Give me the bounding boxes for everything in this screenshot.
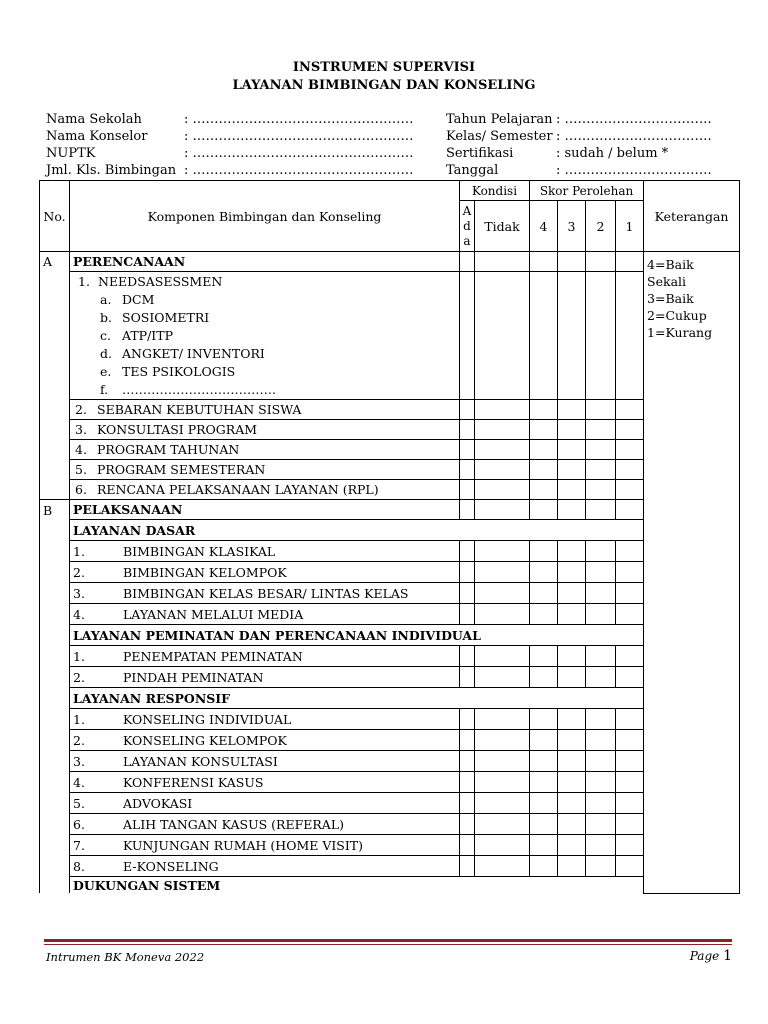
info-label-nama-sekolah: Nama Sekolah <box>46 112 142 127</box>
item-text: RENCANA PELAKSANAAN LAYANAN (RPL) <box>97 482 379 497</box>
info-value-nama-sekolah[interactable]: : …………………………………………… <box>184 112 414 127</box>
subsection-title: LAYANAN RESPONSIF <box>70 688 644 709</box>
header-skor-perolehan: Skor Perolehan <box>530 181 644 201</box>
score-4-cell[interactable] <box>530 814 558 835</box>
score-1-cell[interactable] <box>616 667 644 688</box>
score-1-cell[interactable] <box>616 440 644 460</box>
score-4-cell[interactable] <box>530 583 558 604</box>
score-3-cell[interactable] <box>558 667 586 688</box>
score-4-cell[interactable] <box>530 562 558 583</box>
item-cell <box>70 562 460 583</box>
document-title-line1: INSTRUMEN SUPERVISI <box>292 60 476 75</box>
check-ada-cell[interactable] <box>460 460 475 480</box>
score-4-cell[interactable] <box>530 856 558 877</box>
item-number: 4. <box>73 774 85 790</box>
score-1-cell[interactable] <box>616 709 644 730</box>
check-tidak-cell[interactable] <box>475 730 530 751</box>
info-right-block <box>446 112 736 178</box>
section-letter: A <box>40 252 70 500</box>
score-3-cell[interactable] <box>558 252 586 272</box>
item-text: ALIH TANGAN KASUS (REFERAL) <box>123 816 345 832</box>
item-cell <box>70 856 460 877</box>
sub-item-letter: a. <box>100 292 112 307</box>
item-number: 7. <box>73 837 85 853</box>
header-score-1: 1 <box>616 201 644 252</box>
item-text: PENEMPATAN PEMINATAN <box>123 648 303 664</box>
item-text: ADVOKASI <box>123 795 193 811</box>
table-row <box>40 460 740 480</box>
check-ada-cell[interactable] <box>460 709 475 730</box>
sub-item-text: DCM <box>122 292 155 307</box>
info-value-sertifikasi[interactable]: : sudah / belum * <box>556 146 669 161</box>
score-4-cell[interactable] <box>530 272 558 400</box>
score-3-cell[interactable] <box>558 856 586 877</box>
header-ada: A d a <box>460 201 475 252</box>
score-1-cell[interactable] <box>616 460 644 480</box>
score-2-cell[interactable] <box>586 793 616 814</box>
score-3-cell[interactable] <box>558 709 586 730</box>
check-tidak-cell[interactable] <box>475 583 530 604</box>
score-3-cell[interactable] <box>558 835 586 856</box>
sub-item <box>78 327 456 345</box>
header-komponen: Komponen Bimbingan dan Konseling <box>70 181 460 252</box>
check-ada-cell[interactable] <box>460 562 475 583</box>
sub-item <box>78 291 456 309</box>
check-tidak-cell[interactable] <box>475 541 530 562</box>
score-3-cell[interactable] <box>558 562 586 583</box>
header-keterangan: Keterangan <box>644 181 740 252</box>
check-tidak-cell[interactable] <box>475 400 530 420</box>
score-2-cell[interactable] <box>586 562 616 583</box>
info-label-kelas-semester: Kelas/ Semester <box>446 129 553 144</box>
section-row <box>40 252 740 272</box>
item-text: PROGRAM TAHUNAN <box>97 442 240 457</box>
footer-page-value: 1 <box>723 948 732 964</box>
check-tidak-cell[interactable] <box>475 480 530 500</box>
score-2-cell[interactable] <box>586 272 616 400</box>
score-3-cell[interactable] <box>558 480 586 500</box>
subsection-row <box>40 520 740 541</box>
item-number: 1. <box>73 648 85 664</box>
keterangan-note: 4=Baik Sekali <box>647 257 694 289</box>
score-3-cell[interactable] <box>558 772 586 793</box>
score-4-cell[interactable] <box>530 667 558 688</box>
table-row <box>40 835 740 856</box>
sub-item <box>78 381 456 399</box>
keterangan-note: 1=Kurang <box>647 325 713 340</box>
item-number: 1. <box>78 274 90 289</box>
table-row <box>40 562 740 583</box>
item-text: SEBARAN KEBUTUHAN SISWA <box>97 402 302 417</box>
table-row <box>40 400 740 420</box>
item-text: LAYANAN MELALUI MEDIA <box>123 606 304 622</box>
score-1-cell[interactable] <box>616 604 644 625</box>
info-label-nuptk: NUPTK <box>46 146 96 161</box>
table-row <box>40 604 740 625</box>
info-value-jml-kls[interactable]: : …………………………………………… <box>184 163 414 178</box>
check-tidak-cell[interactable] <box>475 793 530 814</box>
score-2-cell[interactable] <box>586 500 616 520</box>
score-2-cell[interactable] <box>586 541 616 562</box>
score-2-cell[interactable] <box>586 604 616 625</box>
item-number: 3. <box>73 753 85 769</box>
subsection-title: LAYANAN PEMINATAN DAN PERENCANAAN INDIVIDUAL <box>70 625 644 646</box>
item-cell <box>70 793 460 814</box>
footer-rule-thin <box>44 944 732 945</box>
section-row <box>40 877 740 894</box>
section-row <box>40 500 740 520</box>
check-ada-cell[interactable] <box>460 856 475 877</box>
score-3-cell[interactable] <box>558 500 586 520</box>
score-1-cell[interactable] <box>616 751 644 772</box>
check-tidak-cell[interactable] <box>475 440 530 460</box>
score-2-cell[interactable] <box>586 460 616 480</box>
subsection-title: DUKUNGAN SISTEM <box>70 877 644 894</box>
check-tidak-cell[interactable] <box>475 751 530 772</box>
score-4-cell[interactable] <box>530 480 558 500</box>
check-tidak-cell[interactable] <box>475 500 530 520</box>
score-2-cell[interactable] <box>586 252 616 272</box>
section-title: PELAKSANAAN <box>70 500 460 520</box>
table-row <box>40 730 740 751</box>
item-text: KONSELING KELOMPOK <box>123 732 287 748</box>
score-4-cell[interactable] <box>530 460 558 480</box>
info-value-nama-konselor[interactable]: : …………………………………………… <box>184 129 414 144</box>
score-4-cell[interactable] <box>530 751 558 772</box>
item-number: 1. <box>73 711 85 727</box>
footer-rule-thick <box>44 939 732 942</box>
score-3-cell[interactable] <box>558 604 586 625</box>
supervision-table <box>39 180 740 894</box>
sub-item-letter: f. <box>100 382 109 397</box>
item-text: KONFERENSI KASUS <box>123 774 264 790</box>
score-3-cell[interactable] <box>558 814 586 835</box>
score-1-cell[interactable] <box>616 793 644 814</box>
item-number: 2. <box>73 564 85 580</box>
score-1-cell[interactable] <box>616 583 644 604</box>
score-2-cell[interactable] <box>586 583 616 604</box>
sub-item-letter: e. <box>100 364 112 379</box>
sub-item-text: ………………………………. <box>122 382 276 397</box>
score-3-cell[interactable] <box>558 751 586 772</box>
item-number: 6. <box>75 482 87 497</box>
item-number: 5. <box>75 462 87 477</box>
check-ada-cell[interactable] <box>460 272 475 400</box>
check-ada-cell[interactable] <box>460 604 475 625</box>
item-cell <box>70 646 460 667</box>
sub-item <box>78 345 456 363</box>
sub-item-letter: c. <box>100 328 111 343</box>
info-label-sertifikasi: Sertifikasi <box>446 146 514 161</box>
score-4-cell[interactable] <box>530 604 558 625</box>
info-value-tanggal[interactable]: : ……………………………. <box>556 163 712 178</box>
item-cell <box>70 460 460 480</box>
subsection-title: LAYANAN DASAR <box>70 520 644 541</box>
info-value-tahun-pelajaran[interactable]: : ……………………………. <box>556 112 712 127</box>
score-2-cell[interactable] <box>586 400 616 420</box>
check-ada-cell[interactable] <box>460 751 475 772</box>
check-tidak-cell[interactable] <box>475 252 530 272</box>
score-2-cell[interactable] <box>586 646 616 667</box>
score-1-cell[interactable] <box>616 500 644 520</box>
check-tidak-cell[interactable] <box>475 562 530 583</box>
info-value-kelas-semester[interactable]: : ……………………………. <box>556 129 712 144</box>
score-4-cell[interactable] <box>530 709 558 730</box>
check-ada-cell[interactable] <box>460 400 475 420</box>
sub-item-text: ANGKET/ INVENTORI <box>122 346 265 361</box>
keterangan-note: 2=Cukup <box>647 308 707 323</box>
needs-assessment-cell <box>70 272 460 400</box>
table-row <box>40 751 740 772</box>
info-value-nuptk[interactable]: : …………………………………………… <box>184 146 414 161</box>
item-text: KUNJUNGAN RUMAH (HOME VISIT) <box>123 837 364 853</box>
check-tidak-cell[interactable] <box>475 646 530 667</box>
footer-page-number <box>690 948 732 964</box>
item-cell <box>70 604 460 625</box>
check-ada-cell[interactable] <box>460 646 475 667</box>
score-4-cell[interactable] <box>530 793 558 814</box>
score-2-cell[interactable] <box>586 480 616 500</box>
header-score-4: 4 <box>530 201 558 252</box>
item-cell <box>70 440 460 460</box>
item-cell <box>70 814 460 835</box>
item-number: 3. <box>73 585 85 601</box>
score-4-cell[interactable] <box>530 252 558 272</box>
item-text: BIMBINGAN KLASIKAL <box>123 543 276 559</box>
sub-item <box>78 309 456 327</box>
score-3-cell[interactable] <box>558 460 586 480</box>
check-tidak-cell[interactable] <box>475 667 530 688</box>
score-4-cell[interactable] <box>530 541 558 562</box>
score-3-cell[interactable] <box>558 541 586 562</box>
item-text: PROGRAM SEMESTERAN <box>97 462 266 477</box>
score-2-cell[interactable] <box>586 440 616 460</box>
subsection-row <box>40 625 740 646</box>
table-row <box>40 420 740 440</box>
table-row <box>40 793 740 814</box>
check-ada-cell[interactable] <box>460 252 475 272</box>
score-4-cell[interactable] <box>530 730 558 751</box>
table-row <box>40 480 740 500</box>
score-1-cell[interactable] <box>616 835 644 856</box>
score-1-cell[interactable] <box>616 730 644 751</box>
table-row <box>40 709 740 730</box>
header-tidak: Tidak <box>475 201 530 252</box>
item-number: 2. <box>73 669 85 685</box>
score-2-cell[interactable] <box>586 772 616 793</box>
item-cell <box>70 751 460 772</box>
check-tidak-cell[interactable] <box>475 772 530 793</box>
info-label-jml-kls: Jml. Kls. Bimbingan <box>46 163 177 178</box>
score-3-cell[interactable] <box>558 440 586 460</box>
item-text: KONSELING INDIVIDUAL <box>123 711 292 727</box>
score-4-cell[interactable] <box>530 400 558 420</box>
table-row <box>40 772 740 793</box>
check-ada-cell[interactable] <box>460 814 475 835</box>
item-number: 2. <box>73 732 85 748</box>
item-number: 4. <box>73 606 85 622</box>
score-1-cell[interactable] <box>616 272 644 400</box>
check-tidak-cell[interactable] <box>475 604 530 625</box>
footer-document-name: Intrumen BK Moneva 2022 <box>46 950 205 964</box>
score-4-cell[interactable] <box>530 440 558 460</box>
score-1-cell[interactable] <box>616 646 644 667</box>
check-ada-cell[interactable] <box>460 667 475 688</box>
score-2-cell[interactable] <box>586 667 616 688</box>
keterangan-cell[interactable] <box>644 252 740 894</box>
sub-item-text: ATP/ITP <box>122 328 173 343</box>
item-cell <box>70 583 460 604</box>
score-1-cell[interactable] <box>616 480 644 500</box>
score-1-cell[interactable] <box>616 856 644 877</box>
item-number: 6. <box>73 816 85 832</box>
score-1-cell[interactable] <box>616 772 644 793</box>
sub-item-text: SOSIOMETRI <box>122 310 210 325</box>
item-number: 5. <box>73 795 85 811</box>
check-tidak-cell[interactable] <box>475 272 530 400</box>
check-ada-cell[interactable] <box>460 793 475 814</box>
footer-page-label: Page <box>689 949 720 963</box>
check-tidak-cell[interactable] <box>475 460 530 480</box>
table-row <box>40 856 740 877</box>
sub-item-letter: d. <box>100 346 112 361</box>
item-cell <box>70 420 460 440</box>
score-2-cell[interactable] <box>586 856 616 877</box>
table-row <box>40 646 740 667</box>
item-text: KONSULTASI PROGRAM <box>97 422 258 437</box>
item-cell <box>70 835 460 856</box>
score-4-cell[interactable] <box>530 835 558 856</box>
header-score-3: 3 <box>558 201 586 252</box>
item-number: 8. <box>73 858 85 874</box>
table-row <box>40 541 740 562</box>
score-4-cell[interactable] <box>530 772 558 793</box>
header-kondisi: Kondisi <box>460 181 530 201</box>
section-letter: B <box>40 500 70 894</box>
item-cell <box>70 400 460 420</box>
document-title-line2: LAYANAN BIMBINGAN DAN KONSELING <box>232 78 536 93</box>
table-row <box>40 583 740 604</box>
score-3-cell[interactable] <box>558 583 586 604</box>
check-tidak-cell[interactable] <box>475 856 530 877</box>
item-cell <box>70 667 460 688</box>
table-row <box>40 814 740 835</box>
item-text: NEEDSASESSMEN <box>98 274 223 289</box>
score-2-cell[interactable] <box>586 835 616 856</box>
item-number: 2. <box>75 402 87 417</box>
item-text: E-KONSELING <box>123 858 219 874</box>
table-row <box>40 272 740 400</box>
item-text: LAYANAN KONSULTASI <box>123 753 278 769</box>
score-2-cell[interactable] <box>586 709 616 730</box>
check-tidak-cell[interactable] <box>475 835 530 856</box>
sub-item-letter: b. <box>100 310 112 325</box>
table-row <box>40 440 740 460</box>
score-1-cell[interactable] <box>616 562 644 583</box>
score-2-cell[interactable] <box>586 730 616 751</box>
table-header-row <box>40 181 740 201</box>
check-tidak-cell[interactable] <box>475 814 530 835</box>
check-tidak-cell[interactable] <box>475 420 530 440</box>
header-score-2: 2 <box>586 201 616 252</box>
score-4-cell[interactable] <box>530 420 558 440</box>
info-label-tanggal: Tanggal <box>446 163 499 178</box>
item-number: 3. <box>75 422 87 437</box>
score-3-cell[interactable] <box>558 420 586 440</box>
item-cell <box>70 480 460 500</box>
check-ada-cell[interactable] <box>460 541 475 562</box>
check-ada-cell[interactable] <box>460 500 475 520</box>
score-1-cell[interactable] <box>616 420 644 440</box>
check-ada-cell[interactable] <box>460 835 475 856</box>
check-ada-cell[interactable] <box>460 772 475 793</box>
score-3-cell[interactable] <box>558 272 586 400</box>
item-number: 1. <box>73 543 85 559</box>
check-ada-cell[interactable] <box>460 730 475 751</box>
info-left-block <box>46 112 426 178</box>
check-ada-cell[interactable] <box>460 583 475 604</box>
score-3-cell[interactable] <box>558 400 586 420</box>
score-3-cell[interactable] <box>558 730 586 751</box>
score-3-cell[interactable] <box>558 793 586 814</box>
score-1-cell[interactable] <box>616 252 644 272</box>
item-number: 4. <box>75 442 87 457</box>
score-1-cell[interactable] <box>616 400 644 420</box>
check-ada-cell[interactable] <box>460 440 475 460</box>
score-1-cell[interactable] <box>616 541 644 562</box>
check-ada-cell[interactable] <box>460 480 475 500</box>
subsection-row <box>40 688 740 709</box>
info-label-tahun-pelajaran: Tahun Pelajaran <box>446 112 553 127</box>
score-2-cell[interactable] <box>586 751 616 772</box>
header-no: No. <box>40 181 70 252</box>
score-2-cell[interactable] <box>586 814 616 835</box>
item-cell <box>70 772 460 793</box>
score-2-cell[interactable] <box>586 420 616 440</box>
item-text: BIMBINGAN KELAS BESAR/ LINTAS KELAS <box>123 585 409 601</box>
item-label <box>78 273 456 291</box>
score-4-cell[interactable] <box>530 646 558 667</box>
item-text: BIMBINGAN KELOMPOK <box>123 564 287 580</box>
keterangan-note: 3=Baik <box>647 291 694 306</box>
item-cell <box>70 730 460 751</box>
section-title: PERENCANAAN <box>70 252 460 272</box>
check-tidak-cell[interactable] <box>475 709 530 730</box>
sub-item-text: TES PSIKOLOGIS <box>122 364 236 379</box>
item-cell <box>70 709 460 730</box>
sub-item <box>78 363 456 381</box>
score-3-cell[interactable] <box>558 646 586 667</box>
item-text: PINDAH PEMINATAN <box>123 669 264 685</box>
item-cell <box>70 541 460 562</box>
check-ada-cell[interactable] <box>460 420 475 440</box>
info-label-nama-konselor: Nama Konselor <box>46 129 148 144</box>
table-row <box>40 667 740 688</box>
score-1-cell[interactable] <box>616 814 644 835</box>
score-4-cell[interactable] <box>530 500 558 520</box>
